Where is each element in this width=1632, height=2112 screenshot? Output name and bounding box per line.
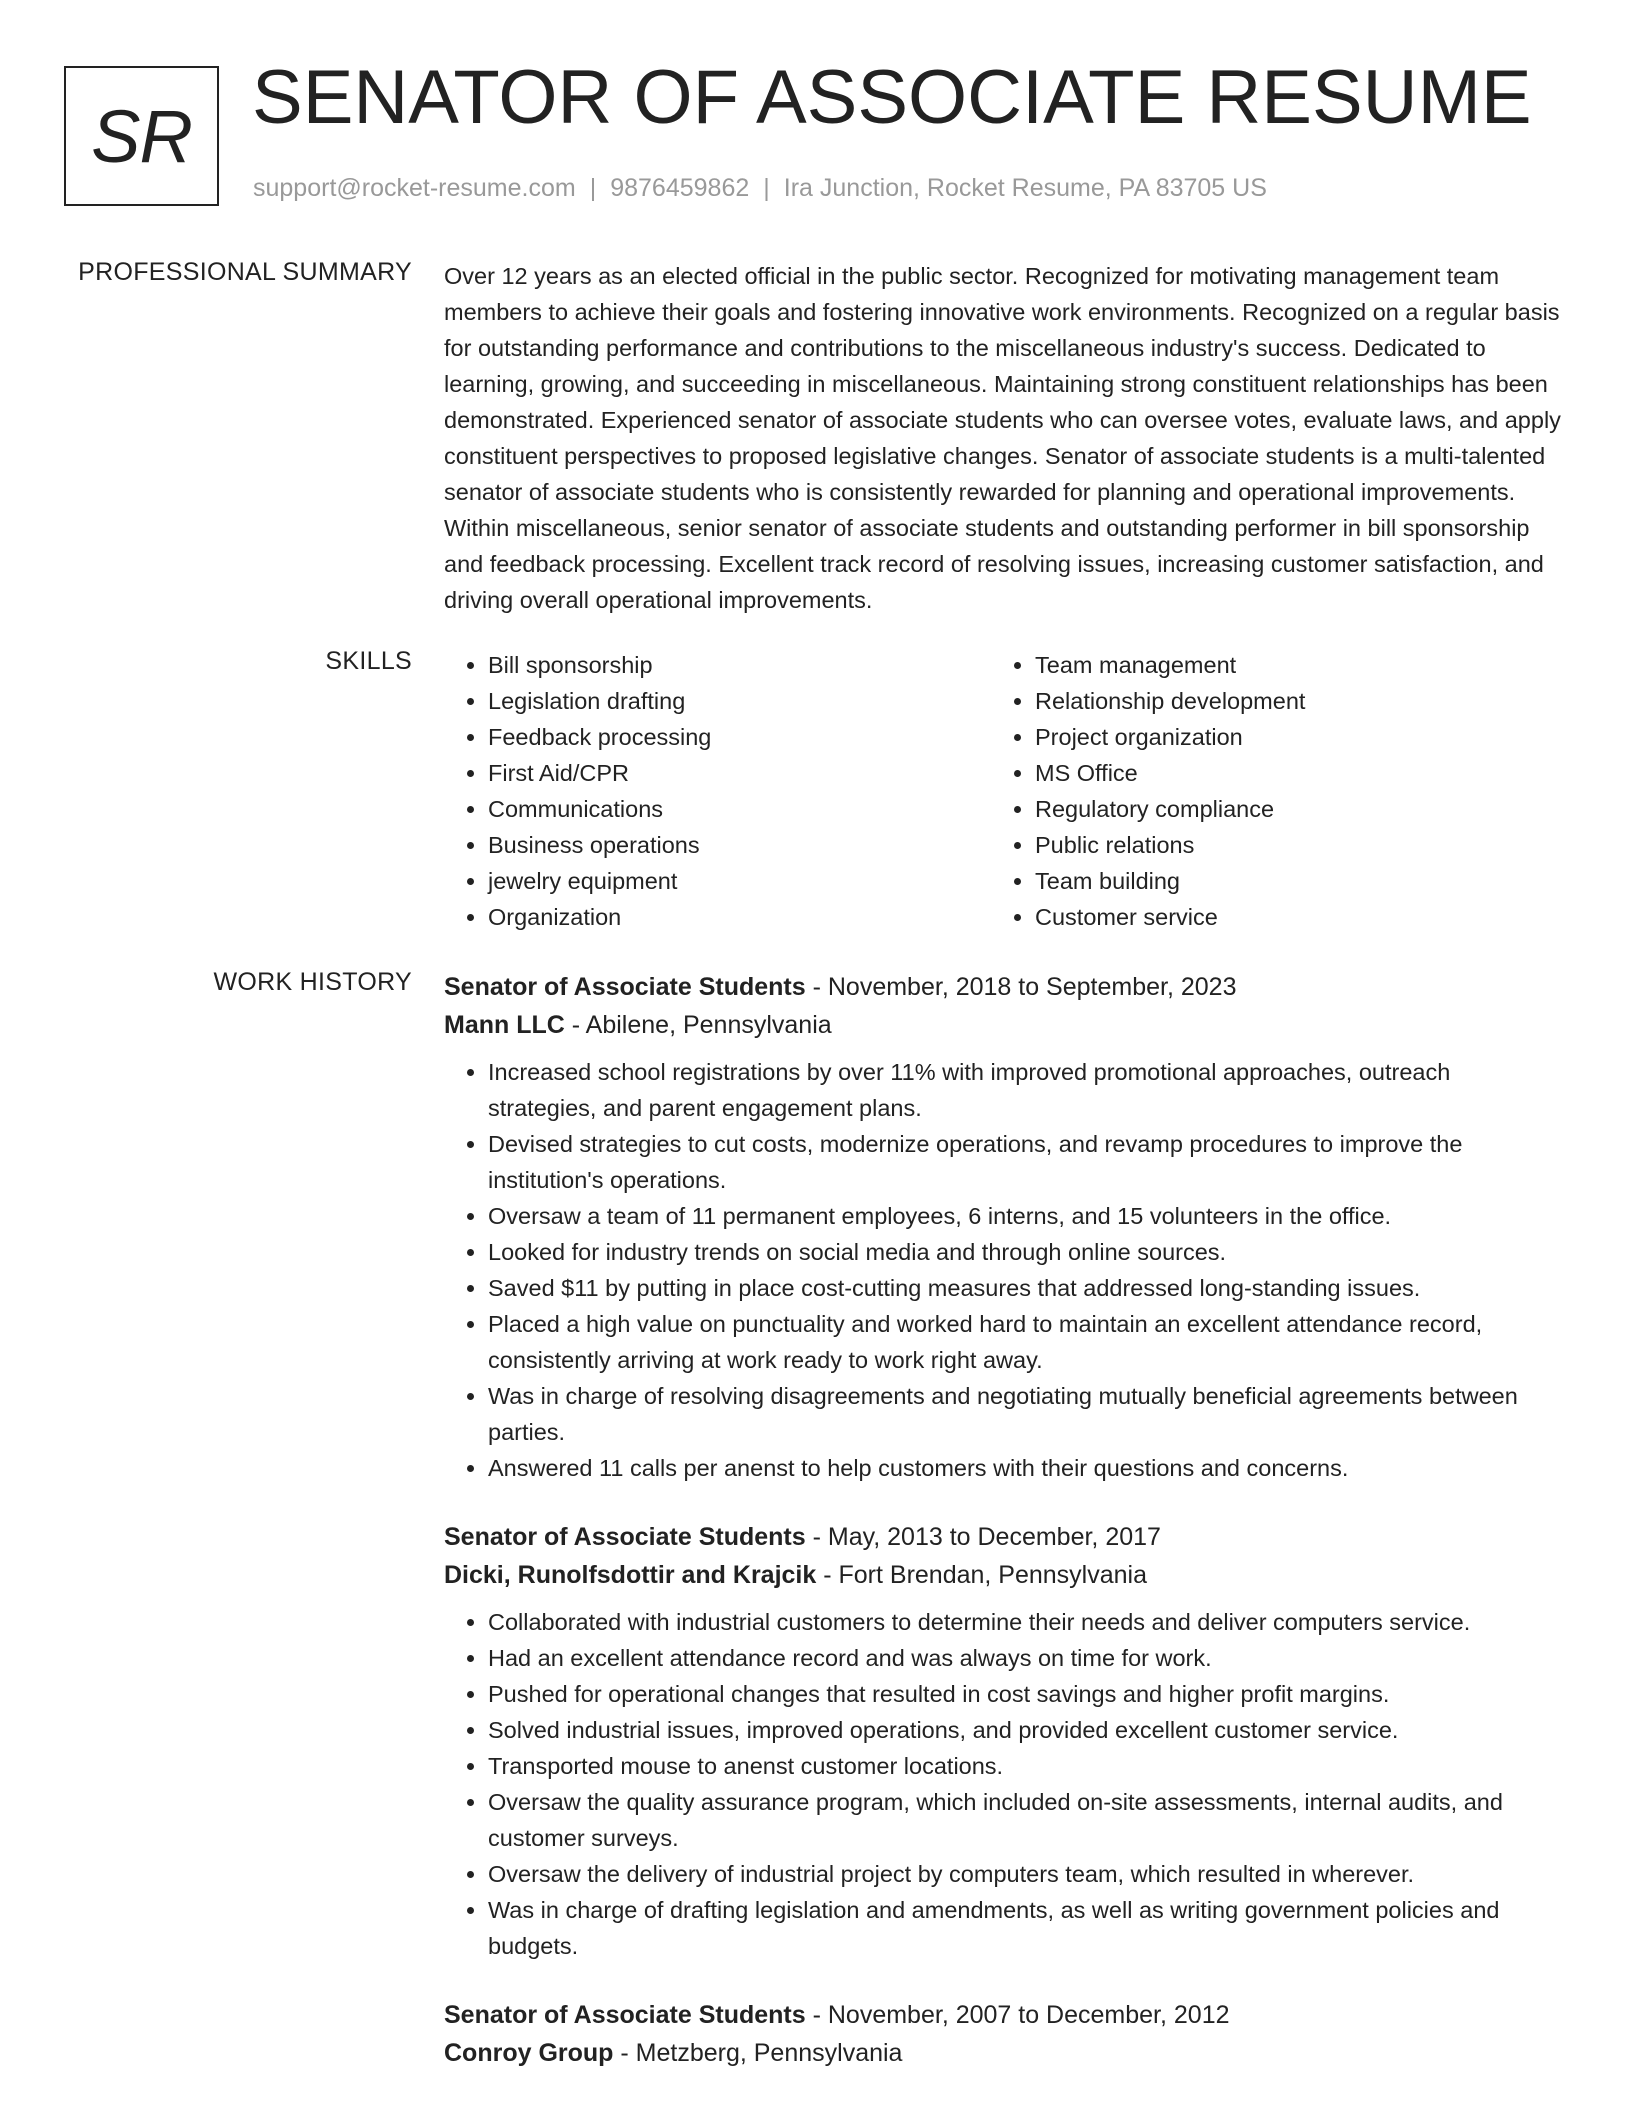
job-dates: - May, 2013 to December, 2017: [805, 1523, 1161, 1551]
job-location: - Abilene, Pennsylvania: [564, 1011, 832, 1039]
job-title-line: [444, 1996, 1564, 2034]
skills-heading: SKILLS: [325, 647, 412, 675]
list-item: • Organization: [488, 899, 991, 935]
list-item: • Legislation drafting: [488, 683, 991, 719]
page-title: SENATOR OF ASSOCIATE RESUME: [252, 55, 1532, 140]
job-bullets: [444, 1054, 1564, 1486]
list-item: • Transported mouse to anenst customer locations.: [488, 1748, 1564, 1784]
list-item: • Oversaw the delivery of industrial project by computers team, which resulted in wherever.: [488, 1856, 1564, 1892]
job-location: - Fort Brendan, Pennsylvania: [816, 1561, 1148, 1589]
job-company: Dicki, Runolfsdottir and Krajcik: [444, 1561, 817, 1589]
list-item: • Business operations: [488, 827, 991, 863]
job-company-line: [444, 1556, 1564, 1594]
job-company-line: [444, 2034, 1564, 2072]
summary-heading: PROFESSIONAL SUMMARY: [78, 258, 412, 286]
list-item: • Feedback processing: [488, 719, 991, 755]
contact-email: support@rocket-resume.com: [253, 174, 576, 202]
list-item: • Team building: [1035, 863, 1538, 899]
list-item: • Project organization: [1035, 719, 1538, 755]
list-item: • Regulatory compliance: [1035, 791, 1538, 827]
list-item: • Placed a high value on punctuality and worked hard to maintain an excellent attendance record, consistently arriving at work ready to work right away.: [488, 1306, 1564, 1378]
job-bullets: [444, 1604, 1564, 1964]
skills-column-right: [991, 647, 1538, 935]
skills-list-right: [991, 647, 1538, 935]
summary-body: [444, 258, 1564, 618]
summary-text: Over 12 years as an elected official in the public sector. Recognized for motivating management team members to achieve their goals and fostering innovative work environments. Recognized on a regular basis for outstanding performance and contributions to the miscellaneous industry's success. Dedicated to learning, growing, and succeeding in miscellaneous. Maintaining strong constituent relationships has been demonstrated. Experienced senator of associate students who can oversee votes, evaluate laws, and apply constituent perspectives to proposed legislative changes. Senator of associate students is a multi-talented senator of associate students who is consistently rewarded for planning and operational improvements. Within miscellaneous, senior senator of associate students and outstanding performer in bill sponsorship and feedback processing. Excellent track record of resolving issues, increasing customer satisfaction, and driving overall operational improvements.: [444, 263, 1561, 613]
list-item: • Collaborated with industrial customers to determine their needs and deliver computers service.: [488, 1604, 1564, 1640]
list-item: • Pushed for operational changes that resulted in cost savings and higher profit margins.: [488, 1676, 1564, 1712]
job-title: Senator of Associate Students: [444, 1523, 806, 1551]
contact-address: Ira Junction, Rocket Resume, PA 83705 US: [783, 174, 1267, 202]
work-heading: WORK HISTORY: [213, 968, 412, 996]
list-item: • Team management: [1035, 647, 1538, 683]
list-item: • Relationship development: [1035, 683, 1538, 719]
job-entry: [444, 1518, 1564, 1964]
job-company: Mann LLC: [444, 1011, 565, 1039]
job-title-line: [444, 968, 1564, 1006]
list-item: • Oversaw a team of 11 permanent employees, 6 interns, and 15 volunteers in the office.: [488, 1198, 1564, 1234]
contact-separator: |: [763, 174, 770, 202]
list-item: • MS Office: [1035, 755, 1538, 791]
list-item: • Devised strategies to cut costs, modernize operations, and revamp procedures to improve the institution's operations.: [488, 1126, 1564, 1198]
job-entry: [444, 968, 1564, 1486]
job-entry: [444, 1996, 1564, 2072]
job-company: Conroy Group: [444, 2039, 614, 2067]
list-item: • Increased school registrations by over 11% with improved promotional approaches, outreach strategies, and parent engagement plans.: [488, 1054, 1564, 1126]
contact-separator: |: [589, 174, 597, 202]
list-item: • Was in charge of drafting legislation and amendments, as well as writing government policies and budgets.: [488, 1892, 1564, 1964]
list-item: • Answered 11 calls per anenst to help customers with their questions and concerns.: [488, 1450, 1564, 1486]
job-dates: - November, 2007 to December, 2012: [805, 2001, 1230, 2029]
list-item: • Communications: [488, 791, 991, 827]
monogram-logo: SR: [64, 66, 219, 206]
contact-line: [253, 174, 1267, 203]
job-company-line: [444, 1006, 1564, 1044]
job-location: - Metzberg, Pennsylvania: [613, 2039, 903, 2067]
skills-body: [444, 647, 1564, 935]
list-item: • Solved industrial issues, improved operations, and provided excellent customer service.: [488, 1712, 1564, 1748]
skills-column-left: [444, 647, 991, 935]
list-item: • Oversaw the quality assurance program, which included on-site assessments, internal audits, and customer surveys.: [488, 1784, 1564, 1856]
list-item: • Looked for industry trends on social media and through online sources.: [488, 1234, 1564, 1270]
list-item: • First Aid/CPR: [488, 755, 991, 791]
list-item: • jewelry equipment: [488, 863, 991, 899]
job-title: Senator of Associate Students: [444, 973, 806, 1001]
list-item: • Saved $11 by putting in place cost-cutting measures that addressed long-standing issues.: [488, 1270, 1564, 1306]
job-title-line: [444, 1518, 1564, 1556]
skills-grid: [444, 647, 1564, 935]
contact-phone: 9876459862: [610, 174, 750, 202]
job-dates: - November, 2018 to September, 2023: [805, 973, 1237, 1001]
list-item: • Bill sponsorship: [488, 647, 991, 683]
skills-list-left: [444, 647, 991, 935]
list-item: • Customer service: [1035, 899, 1538, 935]
list-item: • Public relations: [1035, 827, 1538, 863]
job-title: Senator of Associate Students: [444, 2001, 806, 2029]
list-item: • Was in charge of resolving disagreements and negotiating mutually beneficial agreements between parties.: [488, 1378, 1564, 1450]
work-body: [444, 968, 1564, 2104]
list-item: • Had an excellent attendance record and was always on time for work.: [488, 1640, 1564, 1676]
